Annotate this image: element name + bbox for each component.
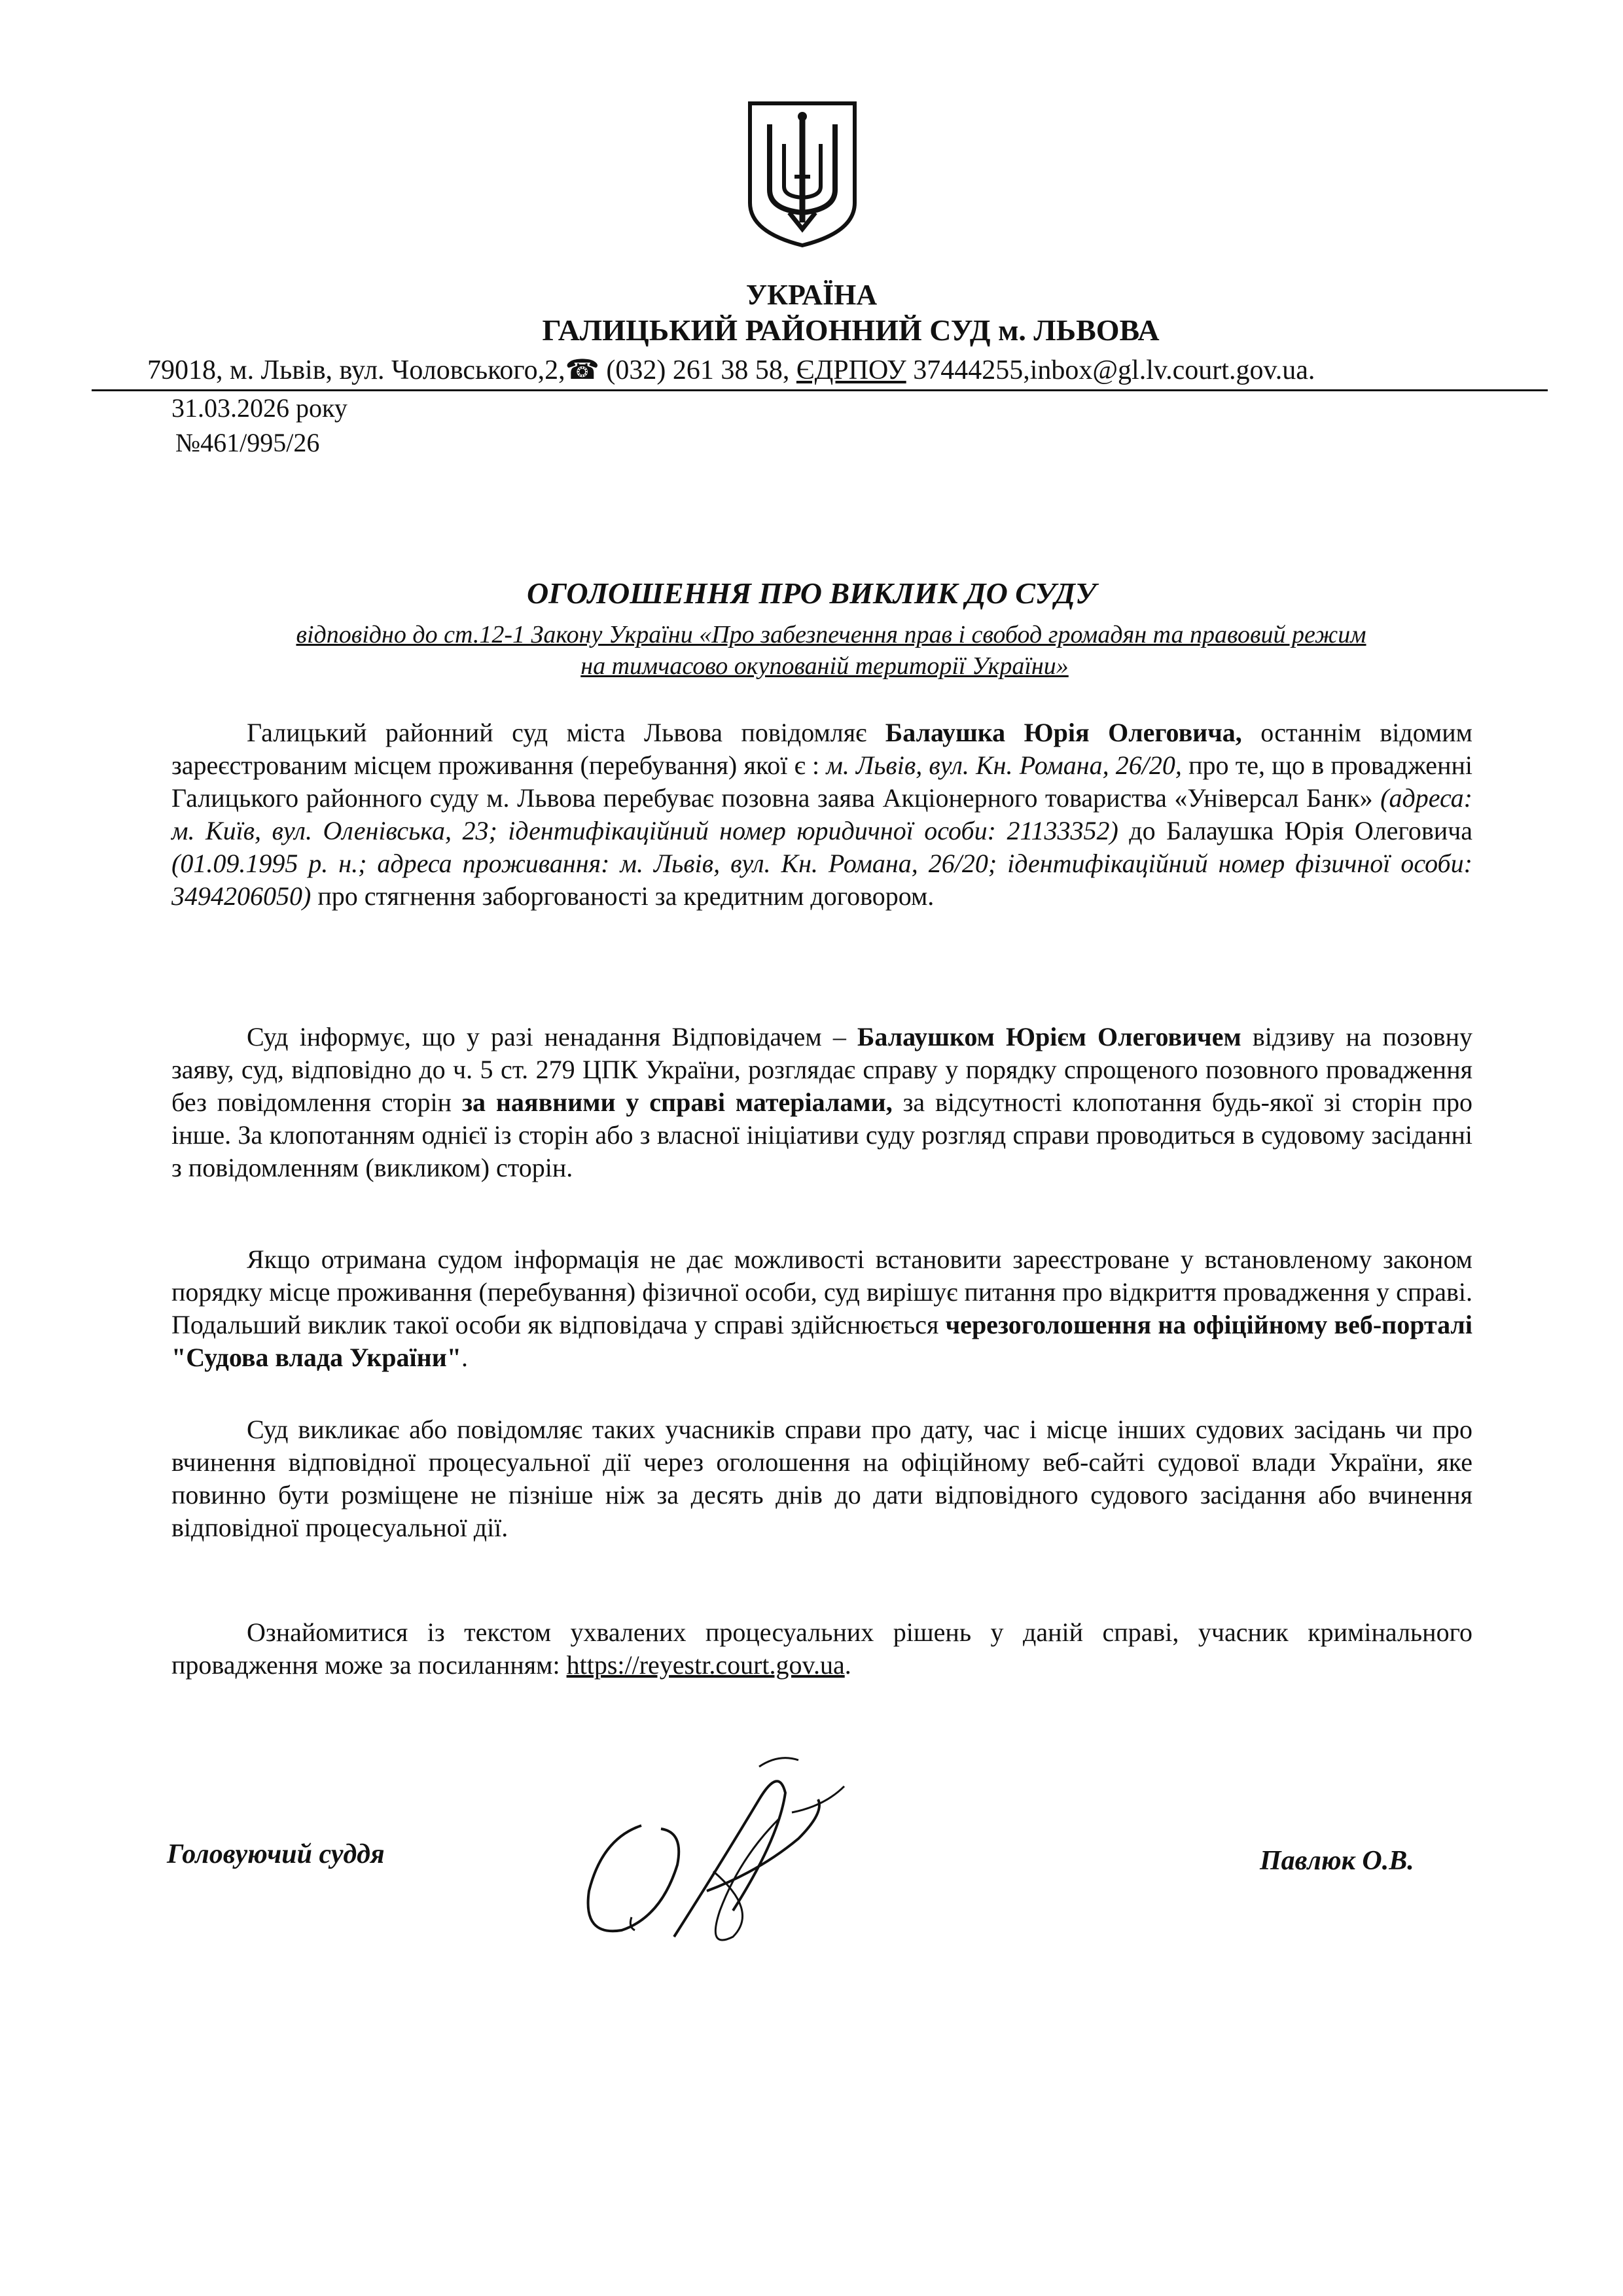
edrpou-label: ЄДРПОУ [796,355,906,385]
paragraph-registry-link [171,1616,1472,1682]
text-run: Ознайомитися із текстом ухвалених процесуальних рішень у даній справі, учасник кримінального провадження може за посиланням: [171,1617,1472,1680]
text-run: відзиву на позовну заяву, суд, відповідно до ч. 5 ст. 279 ЦПК України, розглядає справу у порядку спрощеного позовного провадження без повідомлення сторін [171,1022,1472,1117]
header-divider [92,389,1548,391]
text-run: до Балаушка Юрія Олеговича [1118,816,1473,845]
telephone-icon: ☎ [565,355,599,385]
defendant-address: м. Львів, вул. Кн. Романа, 26/20, [826,751,1182,780]
notice-subtitle-line-1: відповідно до ст.12-1 Закону України «Про забезпечення прав і свобод громадян та правовий режим [296,621,1366,648]
text-run: . [461,1343,468,1372]
text-run: Якщо отримана судом інформація не дає можливості встановити зареєстроване у встановленому законом порядку місце проживання (перебування) фізичної особи, суд вирішує питання про відкриття провадження у справі. Подальший виклик такої особи як відповідача у справі здійснюється [171,1245,1472,1339]
paragraph-summons [171,1413,1472,1544]
country-heading: УКРАЇНА [745,279,878,311]
text-run: за відсутності клопотання будь-якої зі сторін про інше. За клопотанням однієї із сторін або з власної ініціативи суду розгляд справи проводиться в судовому засіданні з повідомленням (викликом) сторін. [171,1087,1473,1182]
text-run: Суд інформує, що у разі ненадання Відповідачем – [247,1022,857,1051]
defendant-name: Балаушка Юрія Олеговича, [885,718,1242,747]
court-contacts [147,353,1315,386]
notice-subtitle-line-2: на тимчасово окупованій території України» [580,652,1069,680]
emphasis-text: за наявними у справі матеріалами, [461,1087,893,1117]
plaintiff-details: (адреса: м. Київ, вул. Оленівська, 23; ідентифікаційний номер юридичної особи: 21133352) [171,783,1472,845]
emphasis-text: черезоголошення на офіційному веб-порталі "Судова влада України" [171,1310,1472,1372]
court-phone: (032) 261 38 58, [606,355,790,385]
paragraph-notification [171,716,1472,913]
coat-of-arms-icon [743,98,861,249]
document-number: №461/995/26 [175,428,320,457]
paragraph-address-unknown [171,1243,1472,1374]
text-run: Суд викликає або повідомляє таких учасників справи про дату, час і місце інших судових засідань чи про вчинення відповідної процесуальної дії через оголошення на офіційному веб-сайті судової влади України, яке повинно бути розміщене не пізніше ніж за десять днів до дати відповідного судового засідання або вчинення відповідної процесуальної дії. [171,1415,1472,1542]
court-name-heading: ГАЛИЦЬКИЙ РАЙОННИЙ СУД м. ЛЬВОВА [542,313,1160,347]
signature-icon [563,1740,864,1956]
text-run: останнім відомим зареєстрованим місцем проживання (перебування) якої є : [171,718,1472,780]
notice-title: ОГОЛОШЕННЯ ПРО ВИКЛИК ДО СУДУ [527,576,1096,610]
judge-name: Павлюк О.В. [1260,1846,1414,1876]
paragraph-court-information [171,1021,1472,1184]
document-date: 31.03.2026 року [171,393,348,423]
text-run: про стягнення заборгованості за кредитним договором. [311,881,935,911]
registry-link[interactable]: https://reyestr.court.gov.ua [566,1650,845,1680]
court-address: 79018, м. Львів, вул. Чоловського,2, [147,355,565,385]
text-run: Галицький районний суд міста Львова повідомляє [247,718,885,747]
defendant-name: Балаушком Юрієм Олеговичем [857,1022,1241,1051]
defendant-details: (01.09.1995 р. н.; адреса проживання: м. Львів, вул. Кн. Романа, 26/20; ідентифікаційний номер фізичної особи: 3494206050) [171,849,1472,911]
text-run: про те, що в провадженні Галицького районного суду м. Львова перебуває позовна заява Акціонерного товариства «Універсал Банк» [171,751,1472,813]
text-run: . [844,1650,851,1680]
judge-title: Головуючий суддя [167,1839,385,1869]
edrpou-and-email: 37444255,inbox@gl.lv.court.gov.ua. [913,355,1315,385]
